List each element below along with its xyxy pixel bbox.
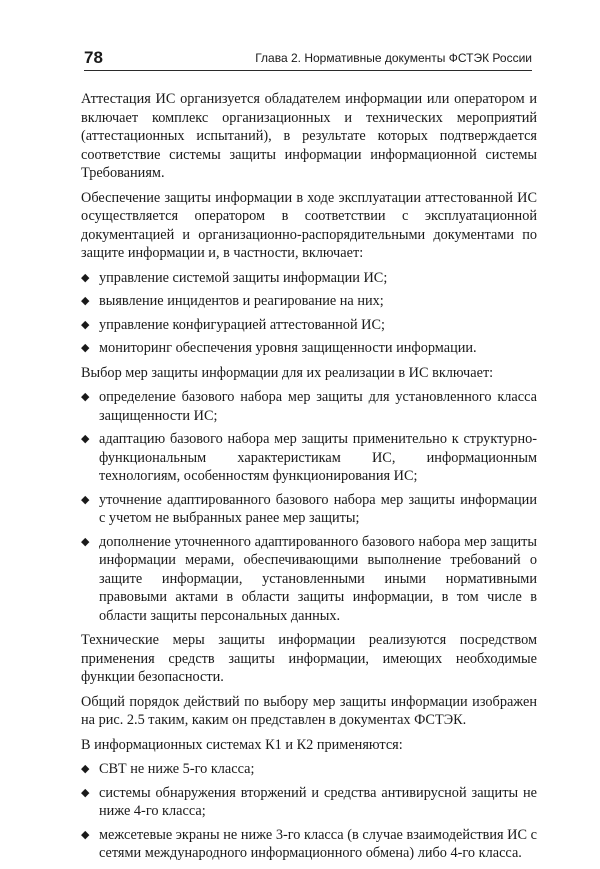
diamond-bullet-icon: ◆ <box>81 342 90 354</box>
list-item <box>81 760 537 779</box>
diamond-bullet-icon: ◆ <box>81 318 90 331</box>
diamond-bullet-icon: ◆ <box>81 828 90 841</box>
paragraph: Технические меры защиты информации реализуются посредством применения средств защиты информации, имеющих необходимые функции безопасности. <box>81 632 537 685</box>
list-item <box>81 784 537 821</box>
diamond-bullet-icon: ◆ <box>81 391 90 403</box>
list-item <box>81 316 537 335</box>
page-header <box>84 48 532 71</box>
list-item <box>81 826 537 863</box>
bullet-list <box>81 388 537 625</box>
list-item <box>81 269 537 288</box>
list-item <box>81 388 537 425</box>
list-item-text: СВТ не ниже 5-го класса; <box>99 761 255 777</box>
bullet-list <box>81 760 537 863</box>
paragraph: Аттестация ИС организуется обладателем информации или оператором и включает комплекс организационных и технических мероприятий (аттестационных испытаний), в результате которых подтверждается соответствие системы защиты информации информационной системы Требованиям. <box>81 91 537 181</box>
list-item-text: определение базового набора мер защиты для установленного класса защищенности ИС; <box>99 389 537 424</box>
list-item <box>81 430 537 486</box>
list-item-text: уточнение адаптированного базового набора мер защиты информации с учетом не выбранных ранее мер защиты; <box>99 491 537 526</box>
diamond-bullet-icon: ◆ <box>81 271 90 284</box>
list-item-text: управление системой защиты информации ИС; <box>99 269 388 286</box>
diamond-bullet-icon: ◆ <box>81 535 90 548</box>
page-number: 78 <box>84 48 103 67</box>
list-item-text: мониторинг обеспечения уровня защищенности информации. <box>99 340 477 356</box>
list-item-text: адаптацию базового набора мер защиты применительно к структурно-функциональным характеристикам ИС, информационным технологиям, особенностям функционирования ИС; <box>99 431 537 484</box>
list-item <box>81 339 537 358</box>
page-body <box>81 90 537 869</box>
list-item <box>81 292 537 311</box>
diamond-bullet-icon: ◆ <box>81 433 90 445</box>
list-item-text: межсетевые экраны не ниже 3-го класса (в случае взаимодействия ИС с сетями международного информационного обмена) либо 4-го класса. <box>99 826 537 861</box>
paragraph: Общий порядок действий по выбору мер защиты информации изображен на рис. 2.5 таким, каким он представлен в документах ФСТЭК. <box>81 693 537 728</box>
list-item <box>81 491 537 528</box>
list-item <box>81 533 537 626</box>
running-title: Глава 2. Нормативные документы ФСТЭК России <box>255 51 532 65</box>
list-item-text: выявление инцидентов и реагирование на них; <box>99 293 384 309</box>
paragraph: Обеспечение защиты информации в ходе эксплуатации аттестованной ИС осуществляется оператором в соответствии с эксплуатационной документацией и организационно-распорядительными документами по защите информации и, в частности, включает: <box>81 189 537 261</box>
list-item-text: системы обнаружения вторжений и средства антивирусной защиты не ниже 4-го класса; <box>99 784 537 819</box>
paragraph: В информационных системах К1 и К2 применяются: <box>81 736 403 753</box>
bullet-list <box>81 269 537 358</box>
diamond-bullet-icon: ◆ <box>81 763 90 775</box>
paragraph: Выбор мер защиты информации для их реализации в ИС включает: <box>81 364 494 381</box>
list-item-text: управление конфигурацией аттестованной ИС; <box>99 316 386 333</box>
list-item-text: дополнение уточненного адаптированного базового набора мер защиты информации мерами, обеспечивающими выполнение требований о защите информации, установленными иными нормативными правовыми актами в области защиты информации, в том числе в области защиты персональных данных. <box>99 533 537 624</box>
diamond-bullet-icon: ◆ <box>81 786 90 799</box>
diamond-bullet-icon: ◆ <box>81 295 90 307</box>
diamond-bullet-icon: ◆ <box>81 493 90 506</box>
